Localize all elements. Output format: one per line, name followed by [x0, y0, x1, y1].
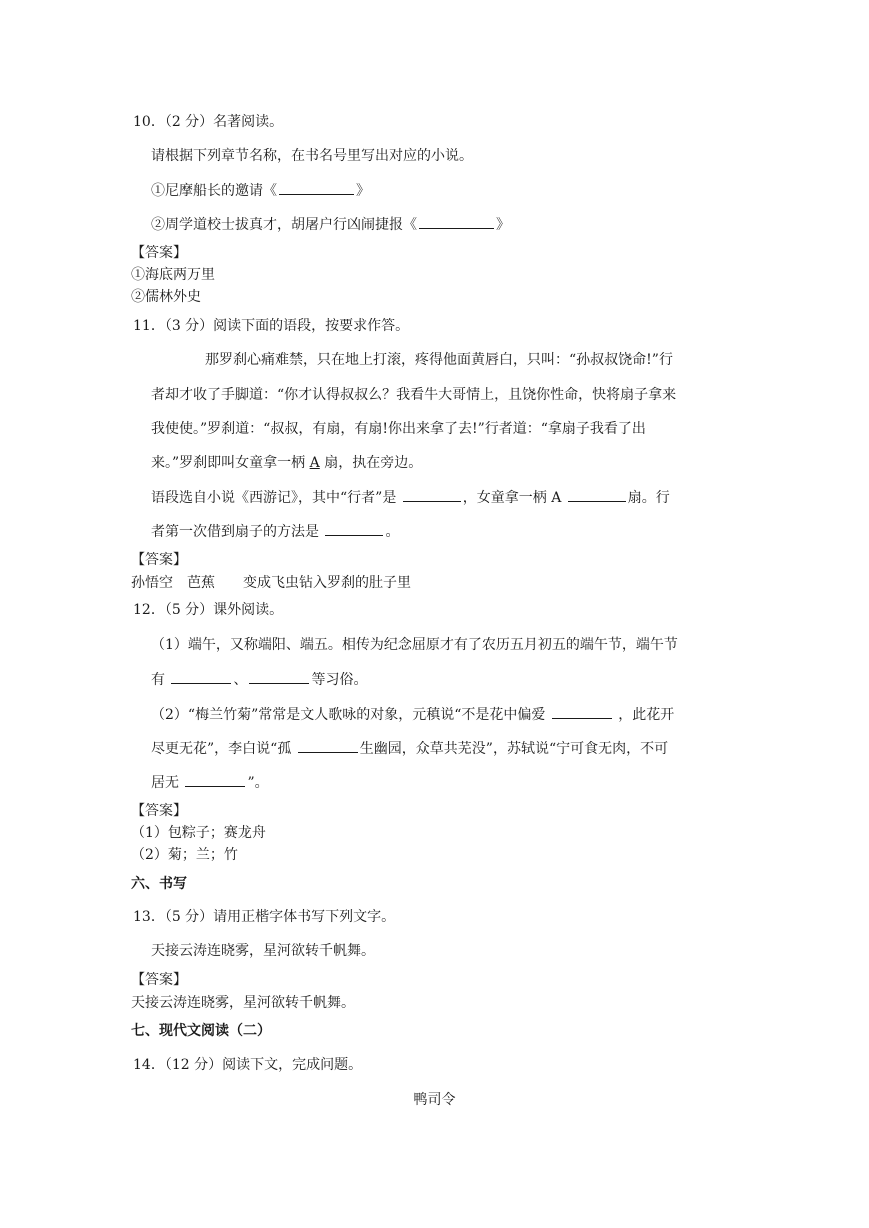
- q11-blank-2[interactable]: [568, 487, 626, 502]
- q10-item-2-prefix: ②周学道校士拔真才，胡屠户行凶闹捷报《: [151, 217, 417, 233]
- q10-item-1-suffix: 》: [356, 183, 370, 199]
- q11-passage-line-4: [151, 453, 422, 473]
- q12-title: 12．（5 分）课外阅读。: [133, 602, 284, 618]
- q11-title: 11．（3 分）阅读下面的语段，按要求作答。: [133, 318, 410, 334]
- q11-passage-line-2: 者却才收了手脚道：“你才认得叔叔么？我看牛大哥情上，且饶你性命，快将扇子拿来: [151, 387, 677, 403]
- q12-sub2-line-3: [151, 772, 269, 793]
- section-7-heading: 七、现代文阅读（二）: [131, 1023, 271, 1039]
- q11-passage-4-prefix: 来。”罗刹即叫女童拿一柄: [151, 455, 306, 471]
- q11-blank-1[interactable]: [403, 487, 461, 502]
- q10-answer-2: ②儒林外史: [131, 289, 201, 305]
- q11-question-line-1: [151, 487, 670, 508]
- q10-item-1: [151, 180, 370, 201]
- q12-sub2b-suffix: 生幽园，众草共芜没”，苏轼说“宁可食无肉，不可: [359, 741, 669, 757]
- q11-mark-a: A: [309, 455, 320, 471]
- q12-sub1-mid: 、: [233, 672, 248, 688]
- q12-sub2-suffix: ，此花开: [618, 707, 675, 723]
- q13-title: 13．（5 分）请用正楷字体书写下列文字。: [133, 909, 396, 925]
- q13-answer-label: 【答案】: [131, 972, 187, 988]
- q12-sub1-line-1: （1）端午，又称端阳、端五。相传为纪念屈原才有了农历五月初五的端午节，端午节: [151, 637, 678, 653]
- q11-question-a: 语段选自小说《西游记》，其中“行者”是: [151, 490, 397, 506]
- q12-sub1-prefix: 有: [151, 672, 165, 688]
- q11-answer-label: 【答案】: [131, 552, 187, 568]
- q10-answer-1: ①海底两万里: [131, 267, 215, 283]
- q11-passage-line-3: 我使使。”罗刹道：“叔叔，有扇，有扇!你出来拿了去!”行者道：“拿扇子我看了出: [151, 421, 646, 437]
- q11-passage-4-suffix: 扇，执在旁边。: [324, 455, 423, 471]
- q12-sub1-suffix: 等习俗。: [311, 672, 368, 688]
- q10-item-1-prefix: ①尼摩船长的邀请《: [151, 183, 277, 199]
- q13-answer: 天接云涛连晓雾，星河欲转千帆舞。: [131, 995, 355, 1011]
- q12-sub2-line-1: [151, 704, 674, 725]
- q12-blank-3[interactable]: [552, 704, 612, 719]
- q12-answer-2: （2）菊；兰；竹: [131, 847, 238, 863]
- q12-answer-1: （1）包粽子；赛龙舟: [131, 825, 266, 841]
- q12-sub2-prefix: （2）“梅兰竹菊”常常是文人歌咏的对象，元稹说“不是花中偏爱: [151, 707, 546, 723]
- q12-sub1-line-2: [151, 669, 367, 690]
- q11-question-c: 扇。行: [627, 490, 670, 506]
- q11-question-line-2: [151, 521, 399, 542]
- q12-blank-2[interactable]: [249, 669, 309, 684]
- q12-blank-1[interactable]: [171, 669, 231, 684]
- q10-item-2: [151, 214, 510, 235]
- q11-question-d: 者第一次借到扇子的方法是: [151, 524, 319, 540]
- q12-answer-label: 【答案】: [131, 803, 187, 819]
- q12-blank-5[interactable]: [185, 772, 245, 787]
- q11-blank-3[interactable]: [325, 521, 383, 536]
- q14-title: 14．（12 分）阅读下文，完成问题。: [133, 1057, 363, 1073]
- q11-answer: 孙悟空 芭蕉 变成飞虫钻入罗刹的肚子里: [131, 575, 411, 591]
- section-6-heading: 六、书写: [131, 876, 187, 892]
- q12-sub2c-prefix: 居无: [151, 775, 179, 791]
- q12-sub2b-prefix: 尽更无花”，李白说“孤: [151, 741, 292, 757]
- q12-blank-4[interactable]: [298, 738, 358, 753]
- q10-title: 10．（2 分）名著阅读。: [133, 114, 284, 130]
- q13-text: 天接云涛连晓雾，星河欲转千帆舞。: [151, 943, 375, 959]
- q12-sub2c-suffix: ”。: [247, 775, 269, 791]
- q11-question-e: 。: [385, 524, 400, 540]
- q10-blank-2[interactable]: [419, 214, 494, 229]
- q10-answer-label: 【答案】: [131, 245, 187, 261]
- q10-instruction: 请根据下列章节名称，在书名号里写出对应的小说。: [151, 148, 473, 164]
- q14-article-title: 鸭司令: [413, 1092, 456, 1108]
- q11-passage-line-1: 那罗刹心痛难禁，只在地上打滚，疼得他面黄唇白，只叫：“孙叔叔饶命!”行: [205, 352, 673, 368]
- q10-item-2-suffix: 》: [496, 217, 510, 233]
- q11-question-b: ，女童拿一柄 A: [462, 490, 562, 506]
- q10-blank-1[interactable]: [279, 180, 354, 195]
- q12-sub2-line-2: [151, 738, 668, 759]
